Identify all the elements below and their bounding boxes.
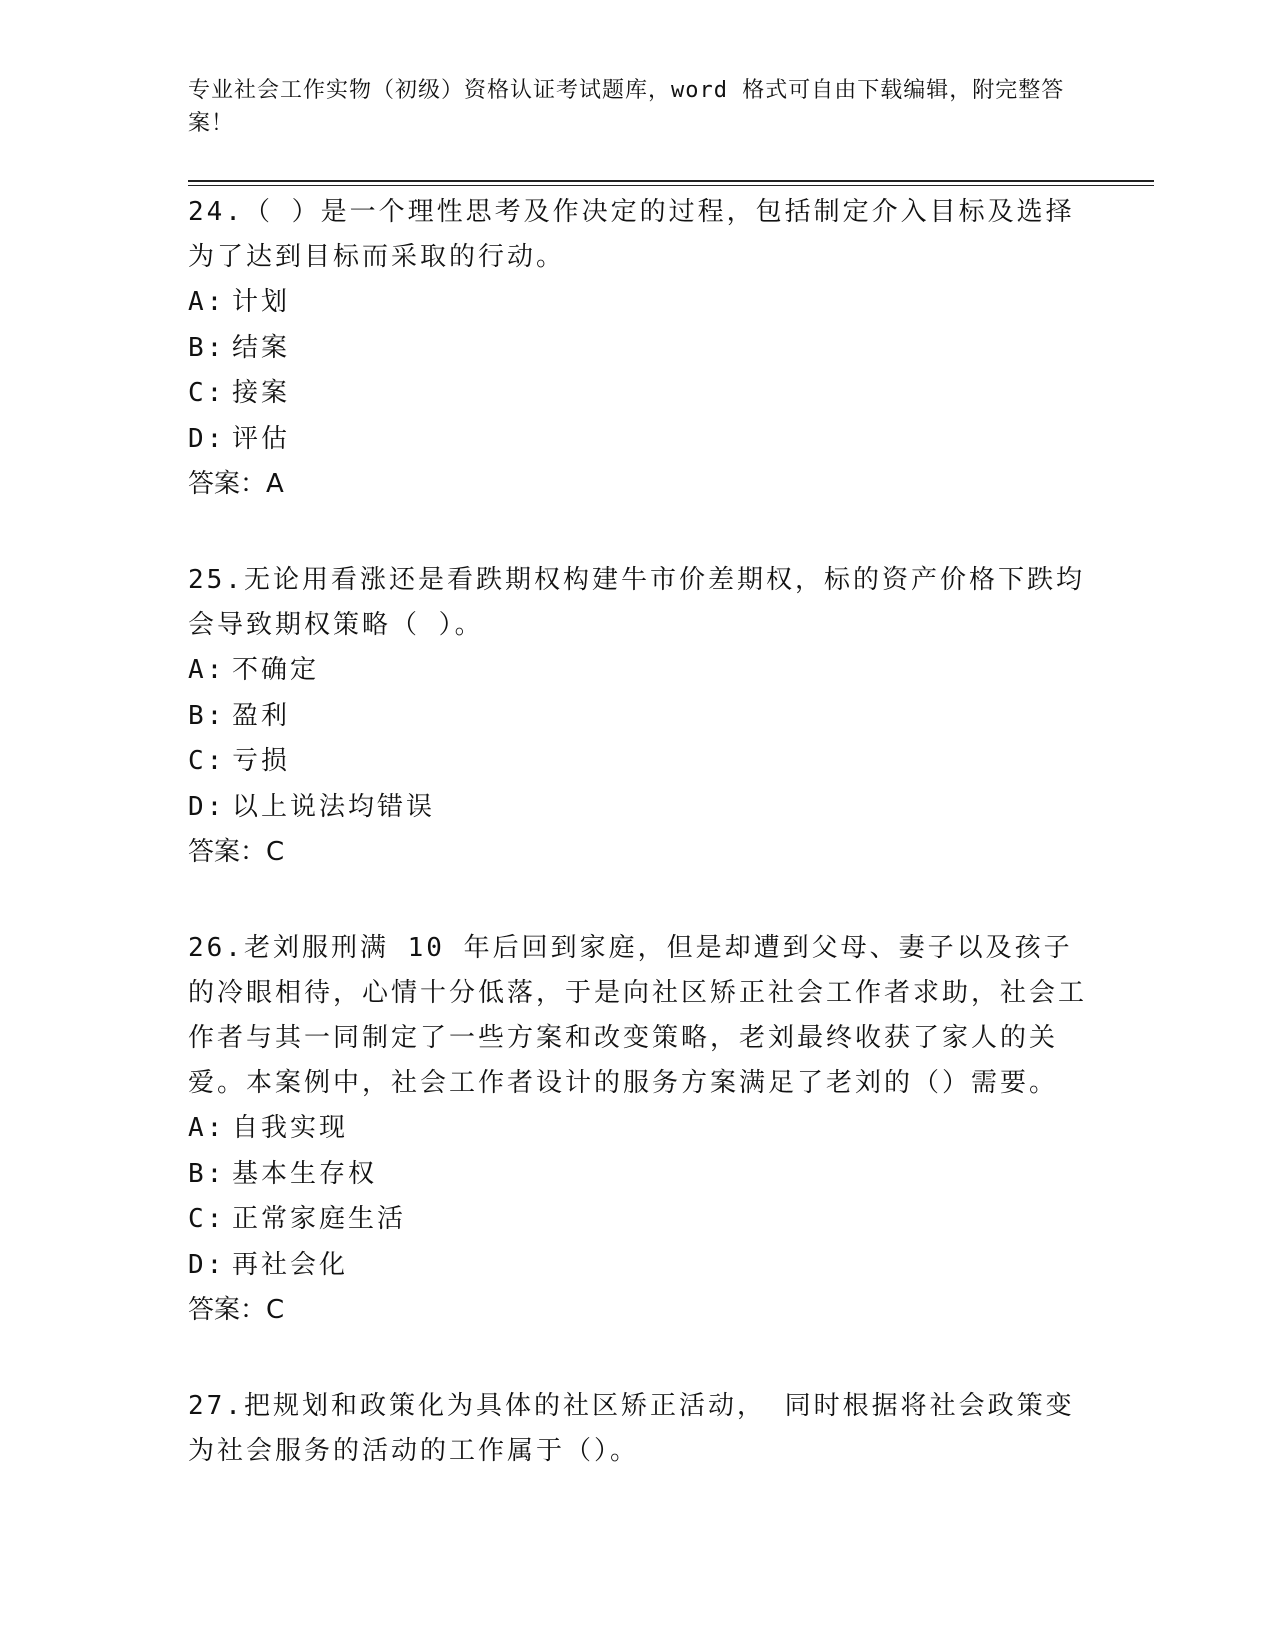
question-24: [188, 190, 1088, 506]
option-key: A:: [188, 1113, 226, 1143]
option-a: [188, 1106, 1088, 1152]
question-stem: 26.老刘服刑满 10 年后回到家庭，但是却遭到父母、妻子以及孩子的冷眼相待，心情十分低落，于是向社区矫正社会工作者求助，社会工作者与其一同制定了一些方案和改变策略，老刘最终收获了家人的关爱。本案例中，社会工作者设计的服务方案满足了老刘的（）需要。: [188, 933, 1088, 1098]
option-d: [188, 1243, 1088, 1289]
option-text: 亏损: [232, 746, 291, 776]
option-key: C:: [188, 1204, 226, 1234]
option-key: C:: [188, 746, 226, 776]
option-key: A:: [188, 655, 226, 685]
option-key: D:: [188, 423, 226, 454]
option-c: [188, 371, 1088, 417]
option-text: 接案: [232, 378, 291, 408]
question-stem: 24.（ ）是一个理性思考及作决定的过程，包括制定介入目标及选择为了达到目标而采取的行动。: [188, 197, 1075, 272]
question-26: [188, 926, 1088, 1332]
question-25: [188, 558, 1088, 874]
option-text: 正常家庭生活: [232, 1204, 407, 1234]
option-text: 基本生存权: [232, 1158, 378, 1189]
answer-line: 答案：C: [188, 1295, 285, 1325]
option-key: D:: [188, 1249, 226, 1280]
option-a: [188, 280, 1088, 326]
option-key: A:: [188, 287, 226, 317]
option-b: [188, 1152, 1088, 1198]
option-text: 评估: [232, 423, 291, 454]
option-key: B:: [188, 700, 226, 731]
document-header: 专业社会工作实物（初级）资格认证考试题库，word 格式可自由下载编辑，附完整答案！: [188, 78, 1065, 136]
header-rule-thick: [188, 180, 1154, 182]
option-key: B:: [188, 332, 226, 363]
question-list: [188, 190, 1088, 1526]
option-c: [188, 1197, 1088, 1243]
option-b: [188, 326, 1088, 372]
option-key: D:: [188, 791, 226, 822]
option-text: 自我实现: [232, 1113, 349, 1143]
option-d: [188, 417, 1088, 463]
option-text: 结案: [232, 332, 291, 363]
option-d: [188, 785, 1088, 831]
answer-line: 答案：C: [188, 837, 285, 867]
option-text: 盈利: [232, 700, 291, 731]
question-stem: 27.把规划和政策化为具体的社区矫正活动， 同时根据将社会政策变为社会服务的活动的工作属于（）。: [188, 1391, 1075, 1466]
option-key: C:: [188, 378, 226, 408]
option-key: B:: [188, 1158, 226, 1189]
option-text: 不确定: [232, 655, 320, 685]
option-c: [188, 739, 1088, 785]
header-rule-thin: [188, 185, 1154, 186]
question-27: [188, 1384, 1088, 1474]
answer-line: 答案：A: [188, 469, 284, 499]
option-text: 以上说法均错误: [232, 791, 436, 822]
option-text: 再社会化: [232, 1249, 349, 1280]
question-stem: 25.无论用看涨还是看跌期权构建牛市价差期权，标的资产价格下跌均会导致期权策略（ ）。: [188, 565, 1085, 640]
option-a: [188, 648, 1088, 694]
option-b: [188, 694, 1088, 740]
option-text: 计划: [232, 287, 291, 317]
